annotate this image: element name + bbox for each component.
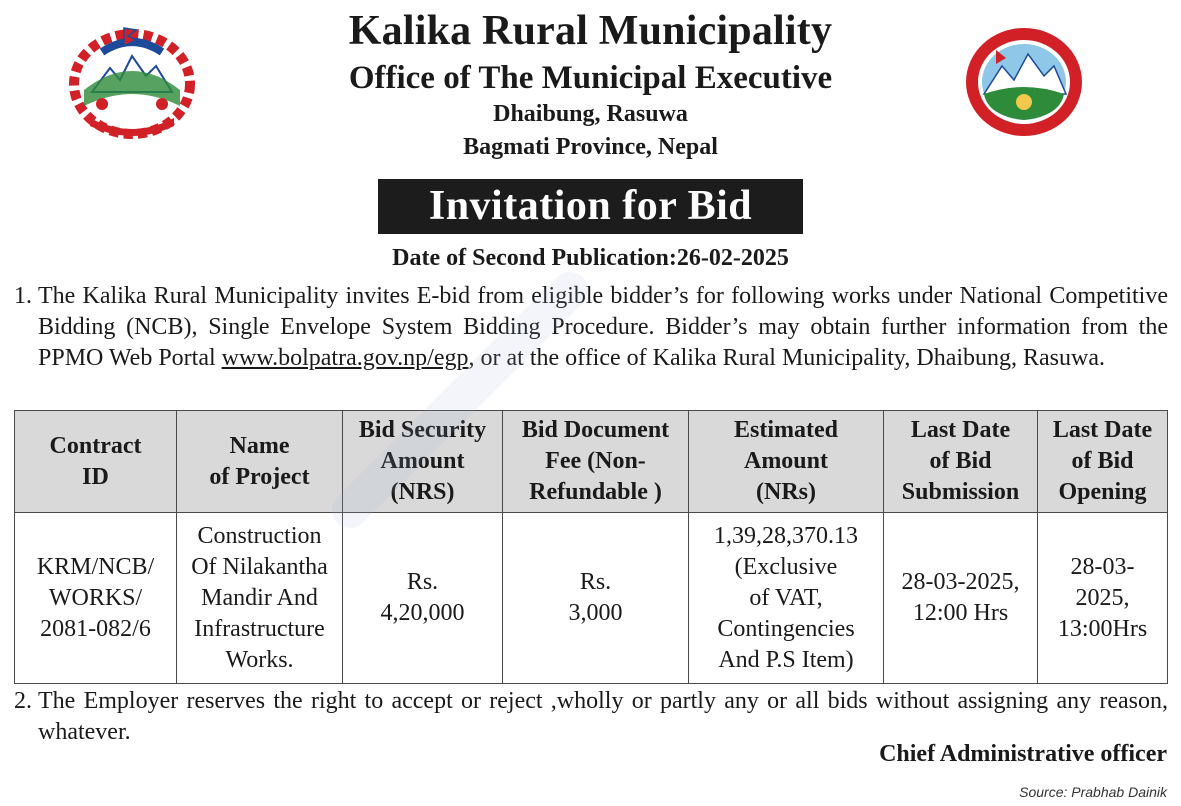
notice-title: Invitation for Bid: [378, 179, 803, 234]
header-contract-id: Contract ID: [15, 411, 177, 513]
cell-opening-date: 28-03- 2025, 13:00Hrs: [1038, 513, 1168, 684]
bid-table: [14, 410, 1168, 684]
header-estimated-amount: Estimated Amount (NRs): [689, 411, 884, 513]
cell-submission-date: 28-03-2025, 12:00 Hrs: [884, 513, 1038, 684]
header-document-fee: Bid Document Fee (Non- Refundable ): [503, 411, 689, 513]
paragraph-1-text-start: The Kalika Rural Municipality invites E-bid from eligible bidder’s for following works under National Competitive Bidding (NCB), Single Envelope System Bidding Procedure. Bidder’s may obtain further information from the PPMO Web Portal: [38, 283, 1168, 371]
notice-header: [0, 6, 1181, 164]
header-project-name: Name of Project: [177, 411, 343, 513]
paragraph-1: [14, 281, 1168, 374]
cell-document-fee: Rs. 3,000: [503, 513, 689, 684]
paragraph-1-text: [38, 281, 1168, 374]
table-header-row: [15, 411, 1168, 513]
header-bid-security: Bid Security Amount (NRS): [343, 411, 503, 513]
paragraph-1-number: 1.: [14, 283, 32, 309]
cell-bid-security: Rs. 4,20,000: [343, 513, 503, 684]
cell-project-name: Construction Of Nilakantha Mandir And Infrastructure Works.: [177, 513, 343, 684]
publication-date: Date of Second Publication:26-02-2025: [392, 245, 789, 271]
header-opening-date: Last Date of Bid Opening: [1038, 411, 1168, 513]
header-submission-date: Last Date of Bid Submission: [884, 411, 1038, 513]
address-line-2: Bagmati Province, Nepal: [463, 134, 718, 160]
office-name: Office of The Municipal Executive: [348, 60, 833, 96]
paragraph-2-text: The Employer reserves the right to accept or reject ,wholly or partly any or all bids without assigning any reason, whatever.: [38, 688, 1168, 745]
signatory: Chief Administrative officer: [879, 741, 1167, 767]
municipality-name: Kalika Rural Municipality: [348, 8, 833, 54]
cell-contract-id: KRM/NCB/ WORKS/ 2081-082/6: [15, 513, 177, 684]
paragraph-2-number: 2.: [14, 688, 32, 714]
cell-estimated-amount: 1,39,28,370.13 (Exclusive of VAT, Contingencies And P.S Item): [689, 513, 884, 684]
ppmo-portal-link[interactable]: www.bolpatra.gov.np/egp: [221, 345, 469, 371]
paragraph-1-text-end: , or at the office of Kalika Rural Municipality, Dhaibung, Rasuwa.: [468, 345, 1106, 371]
address-line-1: Dhaibung, Rasuwa: [493, 101, 688, 127]
table-row: [15, 513, 1168, 684]
source-credit: Source: Prabhab Dainik: [1019, 784, 1167, 800]
